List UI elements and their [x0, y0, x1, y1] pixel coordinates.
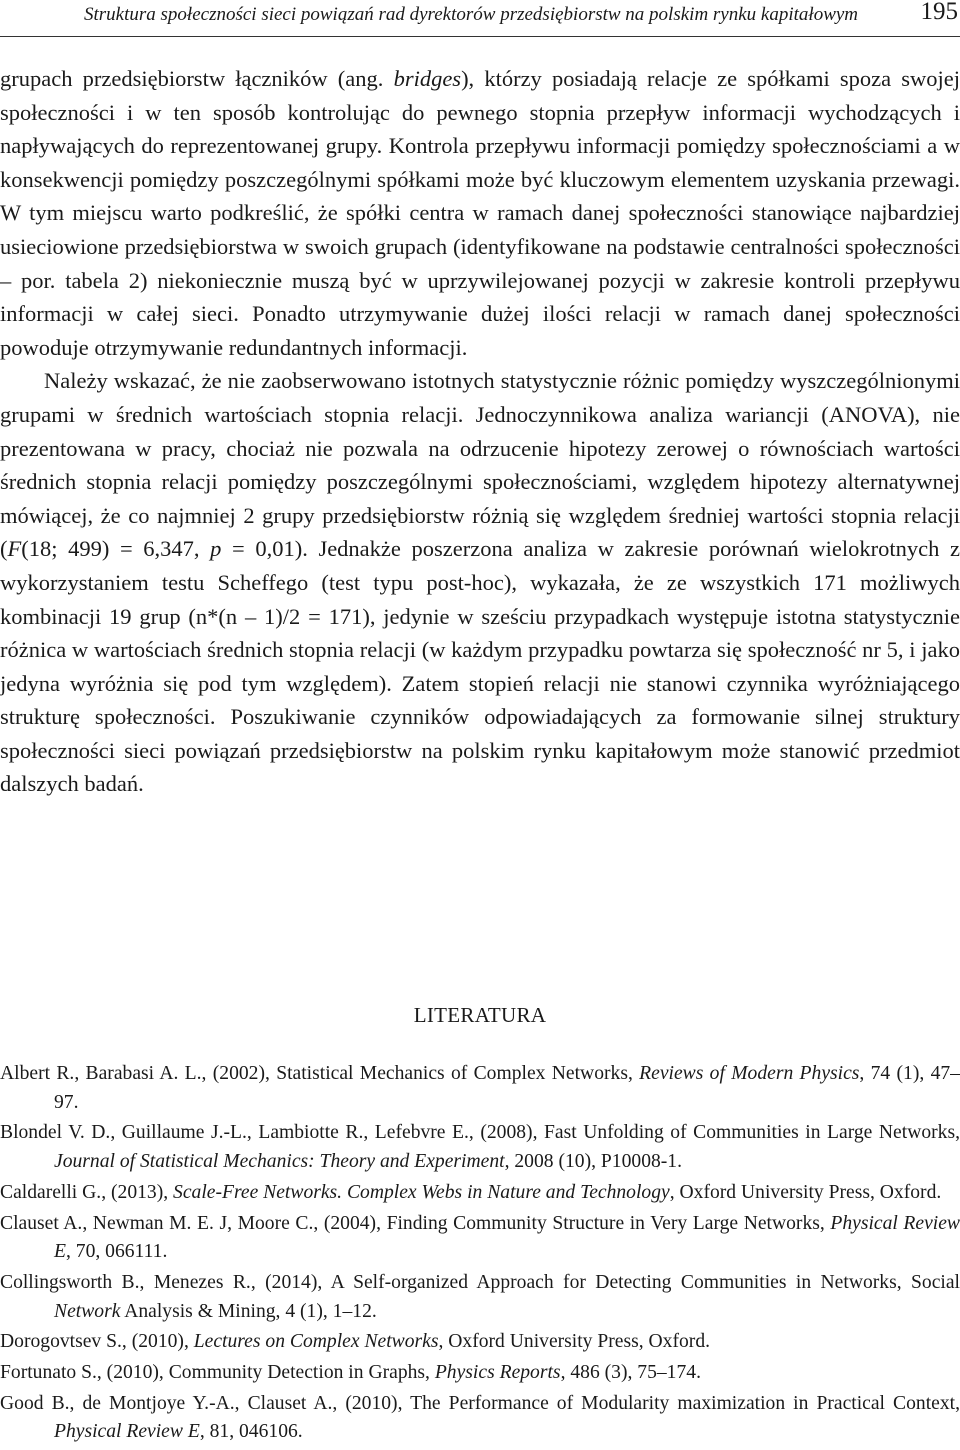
reference-item	[0, 1119, 960, 1176]
paragraph	[0, 364, 960, 801]
text-run: ), którzy posiadają relacje ze spółkami spoza swojej społeczności i w ten sposób kontrolując do pewnego stopnia przepływ informacji wychodzących i napływających do reprezentowanej grupy. Kontrola przepływu informacji pomiędzy społecznościami a w konsekwencji pomiędzy poszczególnymi spółkami może być kluczowym elementem uzyskania przewagi. W tym miejscu warto podkreślić, że spółki centra w ramach danej społeczności stanowiące najbardziej usieciowione przedsiębiorstwa w swoich grupach (identyfikowane na podstawie centralności społeczności – por. tabela 2) niekoniecznie muszą być w uprzywilejowanej pozycji w zakresie kontroli przepływu informacji w całej sieci. Ponadto utrzymywanie dużej ilości relacji w ramach danej społeczności powoduje otrzymywanie redundantnych informacji.	[0, 66, 960, 360]
reference-item	[0, 1359, 960, 1388]
ref-text: Albert R., Barabasi A. L., (2002), Statistical Mechanics of Complex Networks,	[0, 1063, 640, 1084]
italic-term: bridges	[393, 66, 462, 91]
reference-item	[0, 1060, 960, 1117]
ref-source: Physics Reports	[434, 1362, 561, 1384]
running-header	[0, 0, 960, 37]
ref-source: Reviews of Modern Physics	[639, 1063, 860, 1084]
ref-text: Blondel V. D., Guillaume J.-L., Lambiotte R., Lefebvre E., (2008), Fast Unfolding of Communities in Large Networks,	[0, 1122, 960, 1144]
reference-item	[0, 1269, 960, 1326]
ref-source: Physical Review E	[54, 1212, 960, 1263]
reference-item	[0, 1179, 960, 1208]
italic-symbol: p	[210, 536, 222, 562]
text-run: grupach przedsiębiorstw łączników (ang.	[0, 66, 394, 91]
ref-source: Lectures on Complex Networks	[193, 1331, 439, 1353]
ref-text: Caldarelli G., (2013),	[0, 1181, 174, 1203]
italic-symbol: F	[7, 536, 22, 562]
ref-text: Clauset A., Newman M. E. J, Moore C., (2004), Finding Community Structure in Very Large Networks,	[0, 1212, 831, 1234]
reference-item	[0, 1328, 960, 1357]
ref-text: Good B., de Montjoye Y.-A., Clauset A., (2010), The Performance of Modularity maximization in Practical Context,	[0, 1392, 960, 1414]
text-run: Należy wskazać, że nie zaobserwowano istotnych statystycznie różnic pomiędzy wyszczególnionymi grupami w średnich wartościach stopnia relacji. Jednoczynnikowa analiza wariancji (ANOVA), nie prezentowana w pracy, chociaż nie pozwala na odrzucenie hipotezy zerowej o równościach wartości średnich stopnia relacji pomiędzy poszczególnymi społecznościami, względem hipotezy alternatywnej mówiącej, że co najmniej 2 grupy przedsiębiorstw różnią się względem średniej wartości stopnia relacji (	[0, 368, 960, 562]
ref-text: , Oxford University Press, Oxford.	[669, 1181, 942, 1203]
reference-item	[0, 1210, 960, 1267]
reference-list	[0, 1060, 960, 1449]
ref-source: Network	[54, 1300, 121, 1322]
page-number: 195	[920, 0, 958, 25]
ref-text: , 2008 (10), P10008-1.	[504, 1151, 683, 1173]
ref-text: , 486 (3), 75–174.	[560, 1362, 701, 1384]
ref-text: , 74 (1), 47–97.	[54, 1063, 960, 1113]
running-title: Struktura społeczności sieci powiązań rad dyrektorów przedsiębiorstw na polskim rynku kapitałowym	[84, 4, 859, 25]
ref-source: Journal of Statistical Mechanics: Theory and Experiment	[54, 1151, 505, 1173]
ref-text: , Oxford University Press, Oxford.	[438, 1331, 711, 1353]
ref-text: , 70, 066111.	[65, 1241, 168, 1263]
ref-text: Dorogovtsev S., (2010),	[0, 1331, 194, 1353]
text-run: (18; 499) = 6,347,	[21, 536, 211, 562]
ref-source: Physical Review E	[54, 1421, 200, 1443]
ref-text: Fortunato S., (2010), Community Detection in Graphs,	[0, 1362, 435, 1384]
ref-source: Scale-Free Networks. Complex Webs in Nature and Technology	[173, 1181, 670, 1203]
ref-text: Collingsworth B., Menezes R., (2014), A Self-organized Approach for Detecting Communities in Networks, Social	[0, 1271, 960, 1293]
ref-text: Analysis & Mining, 4 (1), 1–12.	[120, 1300, 377, 1322]
body-text	[0, 62, 960, 801]
reference-item	[0, 1390, 960, 1447]
text-run: = 0,01). Jednakże poszerzona analiza w zakresie porównań wielokrotnych z wykorzystaniem testu Scheffego (test typu post-hoc), wykazała, że ze wszystkich 171 możliwych kombinacji 19 grup (n*(n – 1)/2 = 171), jedynie w sześciu przypadkach występuje istotna statystycznie różnica w wartościach średnich stopnia relacji (w każdym przypadku powtarza się społeczność nr 5, i jako jedyna wyróżnia się pod tym względem). Zatem stopień relacji nie stanowi czynnika wyróżniającego strukturę społeczności. Poszukiwanie czynników odpowiadających za formowanie silnej struktury społeczności sieci powiązań przedsiębiorstw na polskim rynku kapitałowym może stanowić przedmiot dalszych badań.	[0, 536, 960, 797]
paragraph	[0, 62, 960, 364]
ref-text: , 81, 046106.	[199, 1421, 303, 1443]
literature-heading: LITERATURA	[413, 1003, 547, 1027]
